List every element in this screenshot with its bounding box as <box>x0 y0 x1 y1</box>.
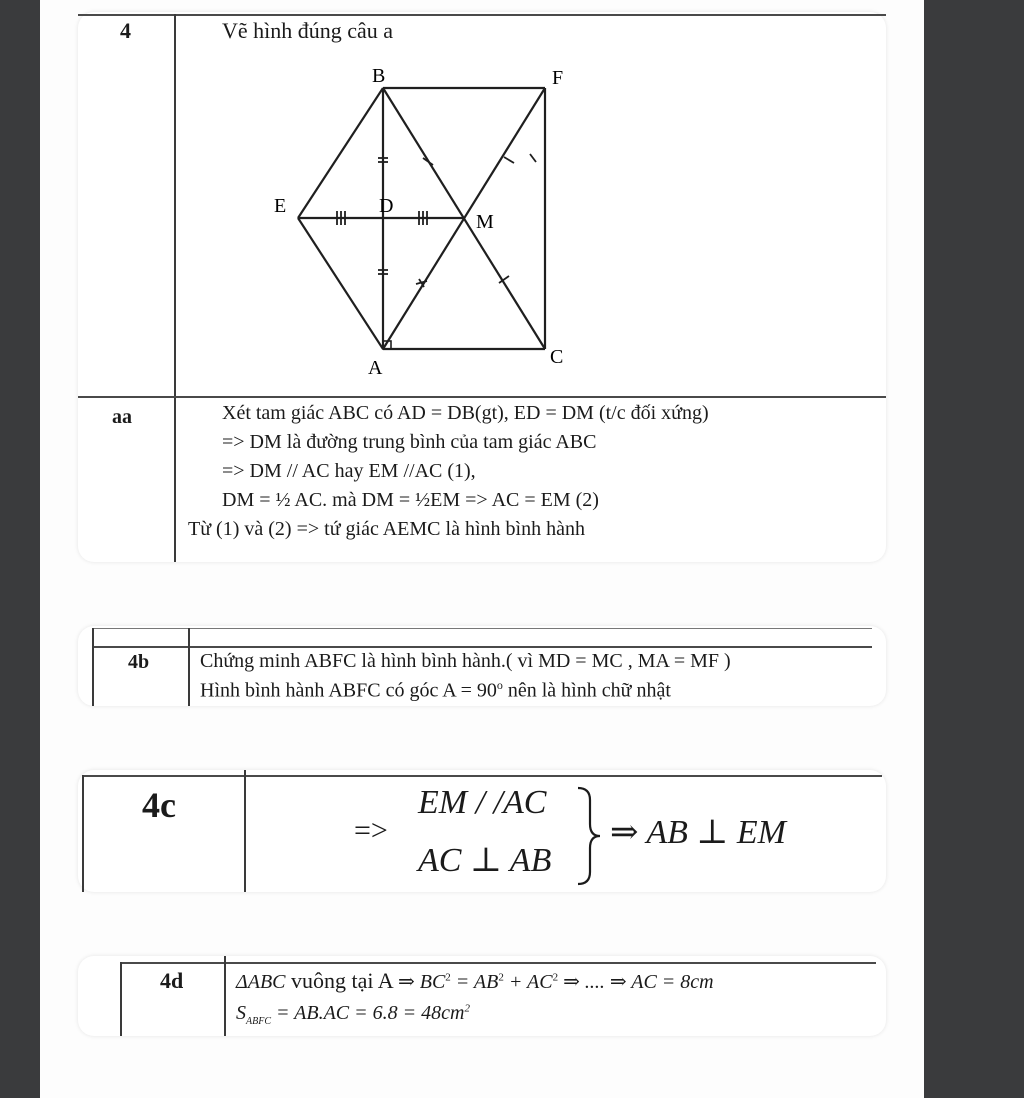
table-column-divider <box>244 770 246 892</box>
table-column-divider <box>188 628 190 706</box>
right-at-a-text: vuông tại A <box>285 968 398 993</box>
instruction-text: Vẽ hình đúng câu a <box>222 18 394 43</box>
solution-card-4c <box>78 770 886 892</box>
segment-EA <box>298 218 383 349</box>
table-row-divider <box>78 396 886 398</box>
proof-line-3: => DM // AC hay EM //AC (1), <box>222 460 476 482</box>
table-top-border <box>92 628 872 629</box>
square-sup: 2 <box>464 1002 470 1015</box>
square-sup: 2 <box>498 971 504 984</box>
point-label-B: B <box>372 65 386 87</box>
row-label-aa: aa <box>112 406 132 428</box>
table-top-border <box>82 775 882 777</box>
part-b-line-2-text: Hình bình hành ABFC có góc A = 90 <box>200 679 497 702</box>
proof-line-4: DM = ½ AC. mà DM = ½EM => AC = EM (2) <box>222 489 599 511</box>
part-b-line-2-tail: nên là hình chữ nhật <box>502 679 671 702</box>
right-brace <box>574 784 604 888</box>
part-b-line-1: Chứng minh ABFC là hình bình hành.( vì MD = MC , MA = MF ) <box>200 650 731 672</box>
triangle-abc: ΔABC <box>236 971 286 993</box>
pythagoras-ac: + AC <box>503 971 553 993</box>
row-label-4c: 4c <box>142 785 176 825</box>
table-left-border <box>92 628 94 706</box>
conclusion-perpendicular: ⇒ AB ⊥ EM <box>610 814 786 851</box>
degree-sup: o <box>496 678 503 692</box>
point-label-E: E <box>274 195 287 217</box>
row-label-4d: 4d <box>160 968 184 993</box>
row-label-4: 4 <box>120 18 131 43</box>
ac-result: ⇒ .... ⇒ AC = 8cm <box>558 971 714 993</box>
condition-parallel: EM / /AC <box>418 784 547 821</box>
area-formula: = AB.AC = 6.8 = 48cm <box>271 1002 465 1024</box>
proof-line-2: => DM là đường trung bình của tam giác ABC <box>222 431 597 453</box>
proof-conclusion: Từ (1) và (2) => tứ giác AEMC là hình bình hành <box>188 518 585 540</box>
table-top-border <box>78 14 886 16</box>
table-left-border <box>120 962 122 1036</box>
square-sup: 2 <box>445 971 451 984</box>
solution-card-4b <box>78 626 886 706</box>
segment-EB <box>298 88 383 218</box>
solution-card-4a <box>78 12 886 562</box>
part-b-line-2 <box>200 678 671 703</box>
point-label-F: F <box>552 67 564 89</box>
point-label-C: C <box>550 346 564 368</box>
table-top-border <box>120 962 876 964</box>
implication-arrow: => <box>354 814 388 847</box>
pythagoras-bc: ⇒ BC <box>397 971 446 993</box>
point-label-A: A <box>368 357 383 379</box>
table-column-divider <box>174 14 176 562</box>
part-d-line-1 <box>236 968 714 994</box>
geometry-figure <box>238 62 578 392</box>
part-d-line-2 <box>236 1002 470 1027</box>
point-label-D: D <box>379 195 394 217</box>
area-symbol: S <box>236 1002 246 1024</box>
table-left-border <box>82 775 84 892</box>
solution-card-4d <box>78 956 886 1036</box>
pythagoras-ab: = AB <box>450 971 499 993</box>
condition-perpendicular: AC ⊥ AB <box>418 842 552 879</box>
point-label-M: M <box>476 211 494 233</box>
row-label-4b: 4b <box>128 651 150 673</box>
table-inner-border <box>92 646 872 648</box>
square-sup: 2 <box>552 971 559 984</box>
area-subscript: ABFC <box>246 1016 271 1027</box>
proof-line-1: Xét tam giác ABC có AD = DB(gt), ED = DM (t/c đối xứng) <box>222 402 709 424</box>
document-page <box>40 0 924 1098</box>
table-column-divider <box>224 956 226 1036</box>
